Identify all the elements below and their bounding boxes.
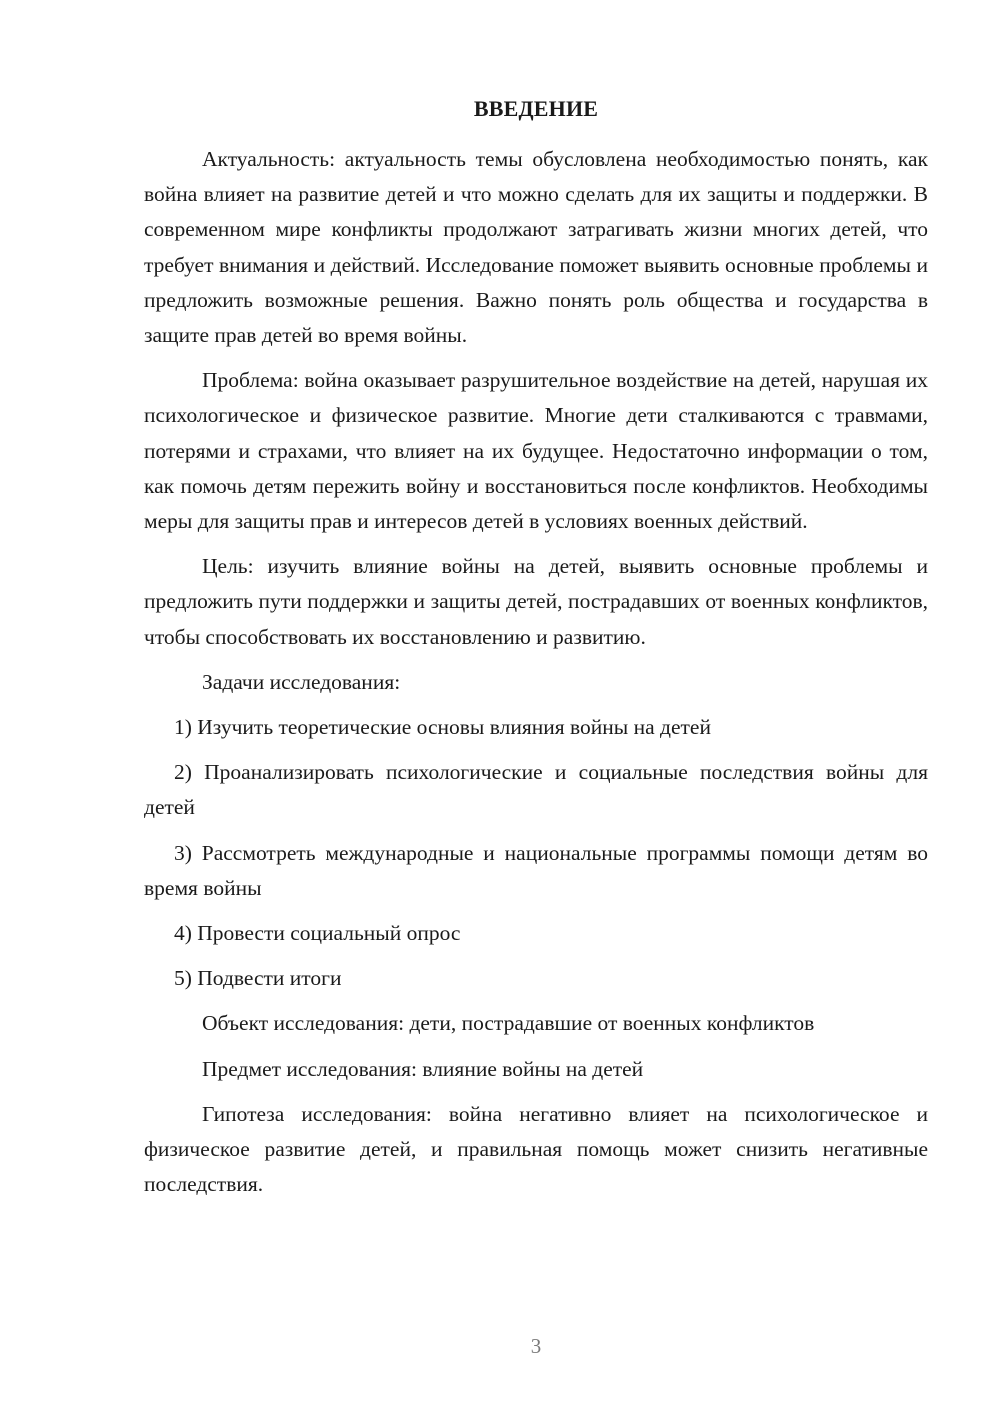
tasks-heading: Задачи исследования:	[202, 669, 401, 694]
page-title: ВВЕДЕНИЕ	[473, 96, 599, 121]
task-item-2: 2) Проанализировать психологические и социальные последствия войны для детей	[144, 760, 928, 820]
body-text	[144, 142, 928, 1202]
paragraph-relevance: Актуальность: актуальность темы обусловлена необходимостью понять, как война влияет на развитие детей и что можно сделать для их защиты и поддержки. В современном мире конфликты продолжают затрагивать жизни многих детей, что требует внимания и действий. Исследование поможет выявить основные проблемы и предложить возможные решения. Важно понять роль общества и государства в защите прав детей во время войны.	[144, 147, 928, 348]
paragraph-hypothesis: Гипотеза исследования: война негативно влияет на психологическое и физическое развитие детей, и правильная помощь может снизить негативные последствия.	[144, 1101, 928, 1197]
task-item-5: 5) Подвести итоги	[174, 966, 342, 991]
page-number: 3	[530, 1334, 542, 1358]
paragraph-problem: Проблема: война оказывает разрушительное воздействие на детей, нарушая их психологическое и физическое развитие. Многие дети сталкиваются с травмами, потерями и страхами, что влияет на их будущее. Недостаточно информации о том, как помочь детям пережить войну и восстановиться после конфликтов. Необходимы меры для защиты прав и интересов детей в условиях военных действий.	[144, 368, 928, 534]
task-item-4: 4) Провести социальный опрос	[174, 921, 461, 946]
paragraph-subject: Предмет исследования: влияние войны на детей	[202, 1056, 644, 1081]
paragraph-goal: Цель: изучить влияние войны на детей, выявить основные проблемы и предложить пути поддержки и защиты детей, пострадавших от военных конфликтов, чтобы способствовать их восстановлению и развитию.	[144, 554, 928, 649]
paragraph-object: Объект исследования: дети, пострадавшие от военных конфликтов	[202, 1011, 815, 1036]
task-item-3: 3) Рассмотреть международные и национальные программы помощи детям во время войны	[144, 840, 928, 900]
task-item-1: 1) Изучить теоретические основы влияния войны на детей	[174, 715, 711, 740]
